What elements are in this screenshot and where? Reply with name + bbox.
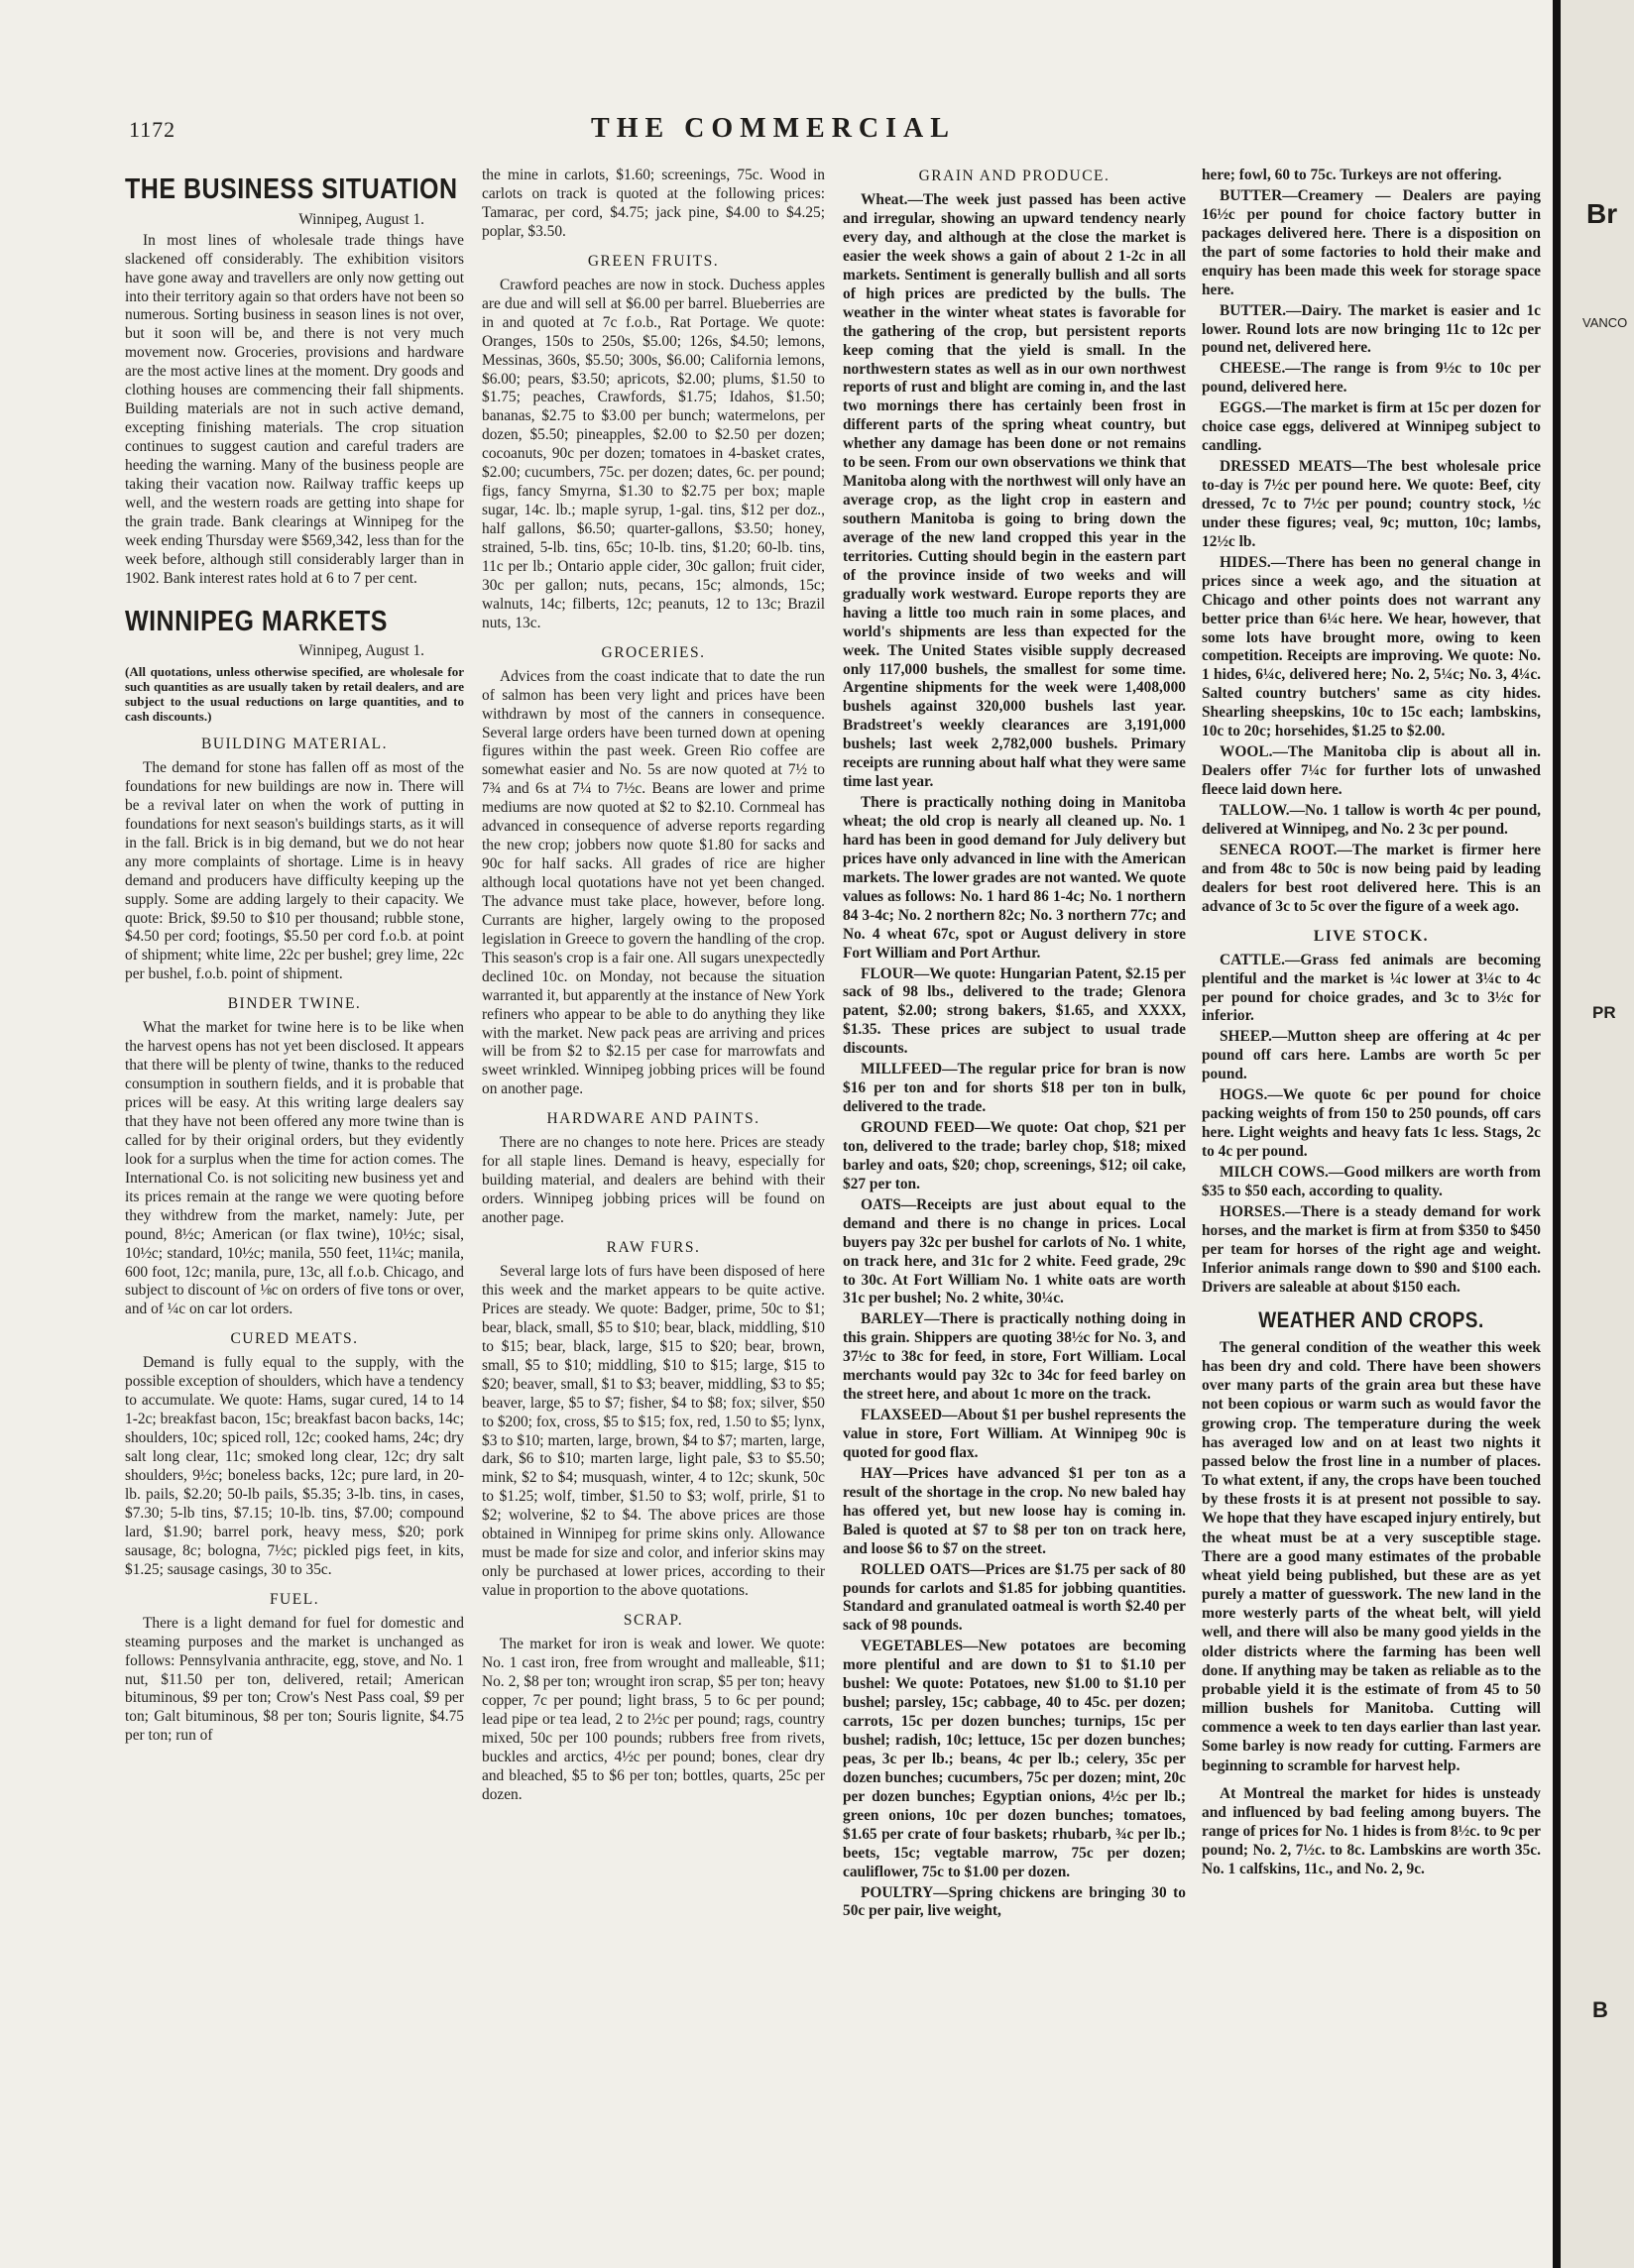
weather-crops-text: The general condition of the weather this week has been dry and cold. There have been showers over many parts of the grain area but these have not been copious or warm such as would favor the growing crop. The temperature during the week has averaged low and on at least two nights it passed below the frost line in a number of places. To what extent, if any, the crops have been touched by these frosts it is at present not possible to say. We hope that they have escaped injury entirely, but the wheat must be at a very susceptible stage. There are a good many estimates of the probable wheat yield being published, but these are as yet purely a matter of guesswork. The new land in the more westerly parts of the wheat belt, will yield well, and there will also be many good yields in the older districts where the farming has been well done. If anything may be taken as reliable as to the probable yield it is the estimate of from 45 to 50 million bushels for Manitoba. Cutting will commence a week to ten days earlier than last year. Some barley is now ready for cutting. Farmers are beginning to scramble for harvest help. [1202,1338,1541,1774]
dressed-meats-text: DRESSED MEATS—The best wholesale price to-day is 7½c per pound here. We quote: Beef, city dressed, 7c to 7½c per pound; country stock, ½c under these figures; veal, 9c; mutton, 10c; lambs, 12½c lb. [1202,458,1541,550]
poultry-text: POULTRY—Spring chickens are bringing 30 to 50c per pair, live weight, [843,1883,1186,1920]
cheese-text: CHEESE.—The range is from 9½c to 10c per pound, delivered here. [1202,360,1541,397]
business-situation-title: THE BUSINESS SITUATION [125,172,458,206]
rolled-oats-text: ROLLED OATS—Prices are $1.75 per sack of 80 pounds for carlots and $1.85 for jobbing quantities. Standard and granulated oatmeal is worth $2.40 per sack of 98 pounds. [843,1560,1186,1635]
business-dateline: Winnipeg, August 1. [298,210,424,228]
fuel-continued: the mine in carlots, $1.60; screenings, 75c. Wood in carlots on track is quoted at the following prices: Tamarac, per cord, $4.75; jack pine, $4.00 to $4.25; poplar, $3.50. [482,167,825,240]
edge-fragment-4: B [1592,1997,1608,2022]
masthead: THE COMMERCIAL [591,113,956,144]
green-fruits-heading: GREEN FRUITS. [587,252,720,270]
seneca-root-text: SENECA ROOT.—The market is firmer here and from 48c to 50c is now being paid by leading dealers for best root delivered here. This is an advance of 3c to 5c over the figure of a week ago. [1202,841,1541,915]
poultry-continued: here; fowl, 60 to 75c. Turkeys are not offering. [1202,167,1502,183]
scrap-text: The market for iron is weak and lower. We quote: No. 1 cast iron, free from wrought and malleable, $11; No. 2, $8 per ton; wrought iron scrap, $5 per ton; heavy copper, 7c per pound; light brass, 5 to 6c per pound; lead pipe or tea lead, 2 to 2½c per pound; rags, country mixed, 50c per 100 pounds; rubbers free from rivets, buckles and arctics, 4½c per pound; bones, clear dry and bleached, $5 to $6 per ton; bottles, quarts, 25c per dozen. [482,1636,825,1803]
fuel-text: There is a light demand for fuel for domestic and steaming purposes and the market is unchanged as follows: Pennsylvania anthracite, egg, stove, and No. 1 nut, $11.50 per ton, delivered, retail; American bituminous, $9 per ton; Crow's Nest Pass coal, $9 per ton; Galt bituminous, $8 per ton; Souris lignite, $4.75 per ton; run of [125,1614,464,1745]
hardware-text: There are no changes to note here. Prices are steady for all staple lines. Demand is heavy, especially for building material, and dealers are behind with their orders. Winnipeg jobbing prices will be found on another page. [482,1134,825,1227]
live-stock-heading: LIVE STOCK. [1313,927,1430,945]
hogs-text: HOGS.—We quote 6c per pound for choice packing weights of from 150 to 250 pounds, off cars here. Light weights and heavy fats 1c less. Stags, 2c to 4c per pound. [1202,1086,1541,1160]
ground-feed-text: GROUND FEED—We quote: Oat chop, $21 per ton, delivered to the trade; barley chop, $18; mixed barley and oats, $20; chop, screenings, $12; oil cake, $27 per ton. [843,1119,1186,1192]
adjacent-page-edge [1553,0,1634,2268]
edge-fragment-1: Br [1586,198,1618,229]
cured-meats-text: Demand is fully equal to the supply, with the possible exception of shoulders, which have a tendency to accumulate. We quote: Hams, sugar cured, 14 to 14 1-2c; breakfast bacon, 15c; breakfast bacon backs, 14c; shoulders, 10c; spiced roll, 12c; cooked hams, 24c; dry salt long clear, 11c; smoked long clear, 12c; dry salt shoulders, 9½c; boneless backs, 12c; pure lard, in 20-lb. pails, $2.20; 50-lb pails, $5.35; 3-lb. tins, in cases, $7.30; 5-lb tins, $7.15; 10-lb. tins, $7.00; compound lard, $1.90; barrel pork, heavy mess, $20; pork sausage, 8c; bologna, 7½c; pickled pigs feet, in kits, $1.25; sausage casings, 30 to 35c. [125,1354,464,1578]
flaxseed-text: FLAXSEED—About $1 per bushel represents the value in store, Fort William. At Winnipeg 90c is quoted for good flax. [843,1407,1186,1461]
wheat-text: Wheat.—The week just passed has been active and irregular, showing an upward tendency nearly every day, and although at the close the market is easier the week shows a gain of about 2 1-2c in all markets. Sentiment is generally bullish and all sorts of high prices are predicted by the bulls. The weather in the winter wheat states is favorable for the gathering of the crop, but persistent reports keep coming that the yield is small. In the northwestern states as well as in our own northwest reports of rust and blight are coming in, and the last two mornings there has certainly been frost in different parts of the spring wheat country, but whether any damage has been done or not remains to be seen. From our own observations we think that Manitoba along with the northwest will only have an average crop, as the light crop in eastern and southern Manitoba is going to bring down the average of the new land cropped this year in the territories. Cutting should begin in the eastern part of the province inside of two weeks and will gradually work westward. Europe reports they are having a little too much rain in some places, and world's shipments are less than expected for the week. The United States visible supply decreased only 117,000 bushels, the smallest for some time. Argentine shipments for the week were 1,408,000 bushels against 320,000 bushels last year. Bradstreet's weekly clearances are 3,191,000 bushels; last week 2,782,000 bushels. Primary receipts are running about half what they were same time last year. [843,191,1186,791]
barley-text: BARLEY—There is practically nothing doing in this grain. Shippers are quoting 38½c for No. 3, and 37½c to 38c for feed, in store, Fort William. Local merchants would pay 32c to 34c for feed barley on the street here, and about 1c more on the track. [843,1310,1186,1404]
winnipeg-markets-title: WINNIPEG MARKETS [125,605,388,637]
groceries-text: Advices from the coast indicate that to date the run of salmon has been very light and prices have been withdrawn by most of the canners in consequence. Several large orders have been turned down at opening figures within the past week. Green Rio coffee are somewhat easier and No. 5s are now quoted at 7½ to 7¾ and 6s at 7¼ to 7½c. Beans are lower and prime mediums are now quoted at $2 to $2.10. Cornmeal has advanced in consequence of adverse reports regarding the new crop; jobbers now quote $1.80 for sacks and 90c for half sacks. All grades of rice are higher although local quotations have not yet been changed. The advance must take place, however, before long. Currants are higher, largely owing to the proposed legislation in Greece to govern the handling of the crop. This season's crop is a fair one. All sugars unexpectedly declined 10c. on Monday, not because the situation warranted it, but apparently at the instance of New York refiners who appear to be able to do anything they like with the market. New pack peas are arriving and prices will be from $2 to $2.15 per case for marrowfats and sweet wrinkled. Winnipeg jobbing prices will be found on another page. [482,667,825,1098]
hardware-heading: HARDWARE AND PAINTS. [546,1110,760,1128]
fuel-heading: FUEL. [269,1590,320,1608]
butter-dairy-text: BUTTER.—Dairy. The market is easier and 1c lower. Round lots are now bringing 11c to 12c per pound net, delivered here. [1202,301,1541,357]
tallow-text: TALLOW.—No. 1 tallow is worth 4c per pound, delivered at Winnipeg, and No. 2 3c per pound. [1202,801,1541,838]
butter-creamery-text: BUTTER—Creamery — Dealers are paying 16½c per pound for choice factory butter in packages delivered here. There is a disposition on the part of some factories to hold their make and enquiry has been made this week for storage space here. [1202,186,1541,298]
groceries-heading: GROCERIES. [601,643,706,661]
horses-text: HORSES.—There is a steady demand for work horses, and the market is firm at from $350 to $450 per team for horses of the right age and weight. Inferior animals range down to $90 and $100 each. Drivers are saleable at about $150 each. [1202,1202,1541,1296]
oats-text: OATS—Receipts are just about equal to the demand and there is no change in prices. Local buyers pay 32c per bushel for carlots of No. 1 white, on track here, and 31c for 2 white. Feed grade, 29c to 30c. At Fort William No. 1 white oats are worth 31c per bushel; No. 2 white, 30¼c. [843,1195,1186,1307]
column-4 [1202,167,1541,1881]
eggs-text: EGGS.—The market is firm at 15c per dozen for choice case eggs, delivered at Winnipeg subject to candling. [1202,399,1541,455]
binder-twine-heading: BINDER TWINE. [227,995,362,1013]
milch-cows-text: MILCH COWS.—Good milkers are worth from $35 to $50 each, according to quality. [1202,1163,1541,1199]
hides-text: HIDES.—There has been no general change in prices since a week ago, and the situation at Chicago and other points does not warrant any better price than 6¼c here. We hear, however, that some lots have brought more, owing to keen competition. Receipts are improving. We quote: No. 1 hides, 6¼c, delivered here; No. 2, 5¼c; No. 3, 4¼c. Salted country butchers' same as city hides. Shearling sheepskins, 10c to 15c each; lambskins, 10c to 20c; horsehides, $1.25 to $2.00. [1202,553,1541,740]
grain-produce-heading: GRAIN AND PRODUCE. [918,168,1110,184]
flour-text: FLOUR—We quote: Hungarian Patent, $2.15 per sack of 98 lbs., delivered to the trade; Glenora patent, $2.00; strong bakers, $1.65, and XXXX, $1.35. These prices are subject to usual trade discounts. [843,964,1186,1058]
weather-crops-title: WEATHER AND CROPS. [1258,1307,1484,1333]
business-text: In most lines of wholesale trade things have slackened off considerably. The exhibition visitors have gone away and travellers are only now getting out into their territory again so that orders have not been so numerous. Sorting business in season lines is not over, but it soon will be, and there is not very much movement now. Groceries, provisions and hardware are the most active lines at the moment. Dry goods and clothing houses are commencing their fall shipments. Building materials are not in such active demand, excepting finishing materials. The crop situation continues to suggest caution and careful traders are heeding the warning. Many of the business people are taking their vacation now. Railway traffic keeps up well, and the western roads are getting into shape for the grain trade. Bank clearings at Winnipeg for the week ending Thursday were $569,342, less than for the week before, although still considerably larger than in 1902. Bank interest rates hold at 6 to 7 per cent. [125,231,464,587]
building-material-heading: BUILDING MATERIAL. [200,735,388,752]
vegetables-text: VEGETABLES—New potatoes are becoming more plentiful and are down to $1 to $1.10 per bushel: We quote: Potatoes, new $1.00 to $1.10 per bushel; parsley, 15c; cabbage, 40 to 45c. per dozen; carrots, 15c per dozen bunches; turnips, 15c per bushel; radish, 10c; lettuce, 15c per dozen bunches; peas, 3c per lb.; beans, 4c per lb.; celery, 35c per dozen bunches; cucumbers, 75c per dozen; mint, 20c per dozen bunches; Egyptian onions, 4½c per lb.; green onions, 10c per dozen bunches; tomatoes, $1.65 per crate of four baskets; rhubarb, ¾c per lb.; beets, 15c; vegtable marrow, 75c per dozen; cauliflower, 75c to $1.00 per dozen. [843,1638,1186,1880]
binder-twine-text: What the market for twine here is to be like when the harvest opens has not yet been disclosed. It appears that there will be plenty of twine, thanks to the reduced consumption in southern fields, and it is probable that prices will be easy. At this writing large dealers say that they have not been offered any more twine than is called for by their original orders, but they evidently look for a surplus when the time for action comes. The International Co. is not soliciting new business yet and its prices remain at the range we were quoting before they withdrew from the market, namely: Jute, per pound, 8½c; American (or flax twine), 10½c; sisal, 10½c; standard, 10½c; manila, 550 feet, 11¼c; manila, 600 foot, 12c; manila, pure, 13c, all f.o.b. Chicago, and subject to discount of ⅛c on orders of five tons or over, and of ¼c on car lot orders. [125,1019,464,1318]
raw-furs-text: Several large lots of furs have been disposed of here this week and the market appears to be quite active. Prices are steady. We quote: Badger, prime, 50c to $1; bear, black, small, $5 to $10; bear, black, middling, $10 to $15; bear, black, large, $15 to $20; bear, brown, small, $5 to $10; middling, $10 to $15; large, $15 to $20; beaver, small, $1 to $3; beaver, middling, $3 to $5; beaver, large, $5 to $7; fisher, $4 to $8; fox; silver, $50 to $200; fox, cross, $5 to $15; fox, red, 1.50 to $5; lynx, $3 to $10; marten, large, brown, $4 to $7; marten, large, dark, $6 to $10; marten large, light pale, $3 to $5.50; mink, $2 to $4; musquash, winter, 4 to 12c; skunk, 50c to $1.25; wolf, timber, $1.50 to $3; wolf, prirle, $1 to $2; wolverine, $2 to $4. The above prices are those obtained in Winnipeg for prime skins only. Allowance must be made for size and color, and inferior skins may only be purchased at lower prices, according to their value in proportion to the above quotations. [482,1263,825,1599]
column-3 [843,167,1186,1923]
hay-text: HAY—Prices have advanced $1 per ton as a result of the shortage in the crop. No new baled hay has offered yet, but new loose hay is coming in. Baled is quoted at $7 to $8 per ton on track here, and loose $6 to $7 on the street. [843,1464,1186,1557]
millfeed-text: MILLFEED—The regular price for bran is now $16 per ton and for shorts $18 per ton in bulk, delivered to the trade. [843,1061,1186,1116]
green-fruits-text: Crawford peaches are now in stock. Duchess apples are due and will sell at $6.00 per barrel. Blueberries are in and quoted at 7c f.o.b., Rat Portage. We quote: Oranges, 150s to 250s, $5.00; 126s, $4.50; lemons, Messinas, 360s, $5.50; 300s, $6.00; California lemons, $6.00; pears, $3.50; apricots, $2.00; plums, $1.50 to $1.75; peaches, Crawfords, $1.75; Idahos, $1.50; bananas, $2.75 to $3.00 per bunch; watermelons, per dozen, $5.50; pineapples, $2.00 to $2.50 per dozen; cocoanuts, 90c per dozen; tomatoes in 4-basket crates, $2.00; cucumbers, 75c. per dozen; dates, 6c. per pound; figs, fancy Smyrna, $1.30 to $2.75 per box; maple sugar, 14c. lb.; maple syrup, 1-gal. tins, $12 per doz., half gallons, $6.50; quarter-gallons, $3.50; honey, strained, 5-lb. tins, 65c; 10-lb. tins, $1.20; 60-lb. tins, 11c per lb.; Ontario apple cider, 30c gallon; fruit cider, 30c per gallon; nuts, pecans, 15c; almonds, 15c; walnuts, 14c; filberts, 12c; peanuts, 12 to 13c; Brazil nuts, 13c. [482,276,825,631]
binding-shadow [1553,0,1561,2268]
cattle-text: CATTLE.—Grass fed animals are becoming plentiful and the market is ¼c lower at 3¼c to 4c per pound for choice grades, and 3c to 3½c for inferior. [1202,951,1541,1025]
page-number: 1172 [129,117,176,142]
sheep-text: SHEEP.—Mutton sheep are offering at 4c per pound off cars here. Lambs are worth 5c per pound. [1202,1028,1541,1083]
building-material-text: The demand for stone has fallen off as most of the foundations for new buildings are now in. There will be a revival later on when the work of putting in foundations for next season's buildings starts, as it will in the fall. Brick is in big demand, but we do not hear any more complaints of shortage. Lime is in heavy demand and producers have difficulty keeping up the supply. Some are adding largely to their capacity. We quote: Brick, $9.50 to $10 per thousand; rubble stone, $4.50 per cord; footings, $5.50 per cord f.o.b. at point of shipment; white lime, 22c per bushel; grey lime, 22c per bushel, f.o.b. point of shipment. [125,759,464,983]
raw-furs-heading: RAW FURS. [606,1239,701,1256]
cured-meats-heading: CURED MEATS. [230,1330,359,1348]
wool-text: WOOL.—The Manitoba clip is about all in. Dealers offer 7¼c for further lots of unwashed fleece laid down here. [1202,743,1541,798]
montreal-hides-text: At Montreal the market for hides is unsteady and influenced by bad feeling among buyers. The range of prices for No. 1 hides is from 8½c. to 9c per pound; No. 2, 7½c. to 8c. Lambskins are worth 35c. No. 1 calfskins, 11c., and No. 2, 9c. [1202,1784,1541,1877]
edge-fragment-3: PR [1592,1003,1616,1022]
column-1 [125,167,464,1748]
wheat-text-2: There is practically nothing doing in Manitoba wheat; the old crop is nearly all cleaned up. No. 1 hard has been in good demand for July delivery but prices have only advanced in line with the American markets. The lower grades are not wanted. We quote values as follows: No. 1 hard 86 1-4c; No. 1 northern 84 3-4c; No. 2 northern 82c; No. 3 northern 77c; and No. 4 wheat 67c, spot or August delivery in store Fort William and Port Arthur. [843,794,1186,962]
markets-note: (All quotations, unless otherwise specified, are wholesale for such quantities as are usually taken by retail dealers, and are subject to the usual reductions on large quantities, and to cash discounts.) [125,664,464,724]
column-2 [482,167,825,1806]
markets-dateline: Winnipeg, August 1. [298,642,424,660]
edge-fragment-2: VANCO [1582,315,1628,330]
scrap-heading: SCRAP. [623,1611,684,1629]
